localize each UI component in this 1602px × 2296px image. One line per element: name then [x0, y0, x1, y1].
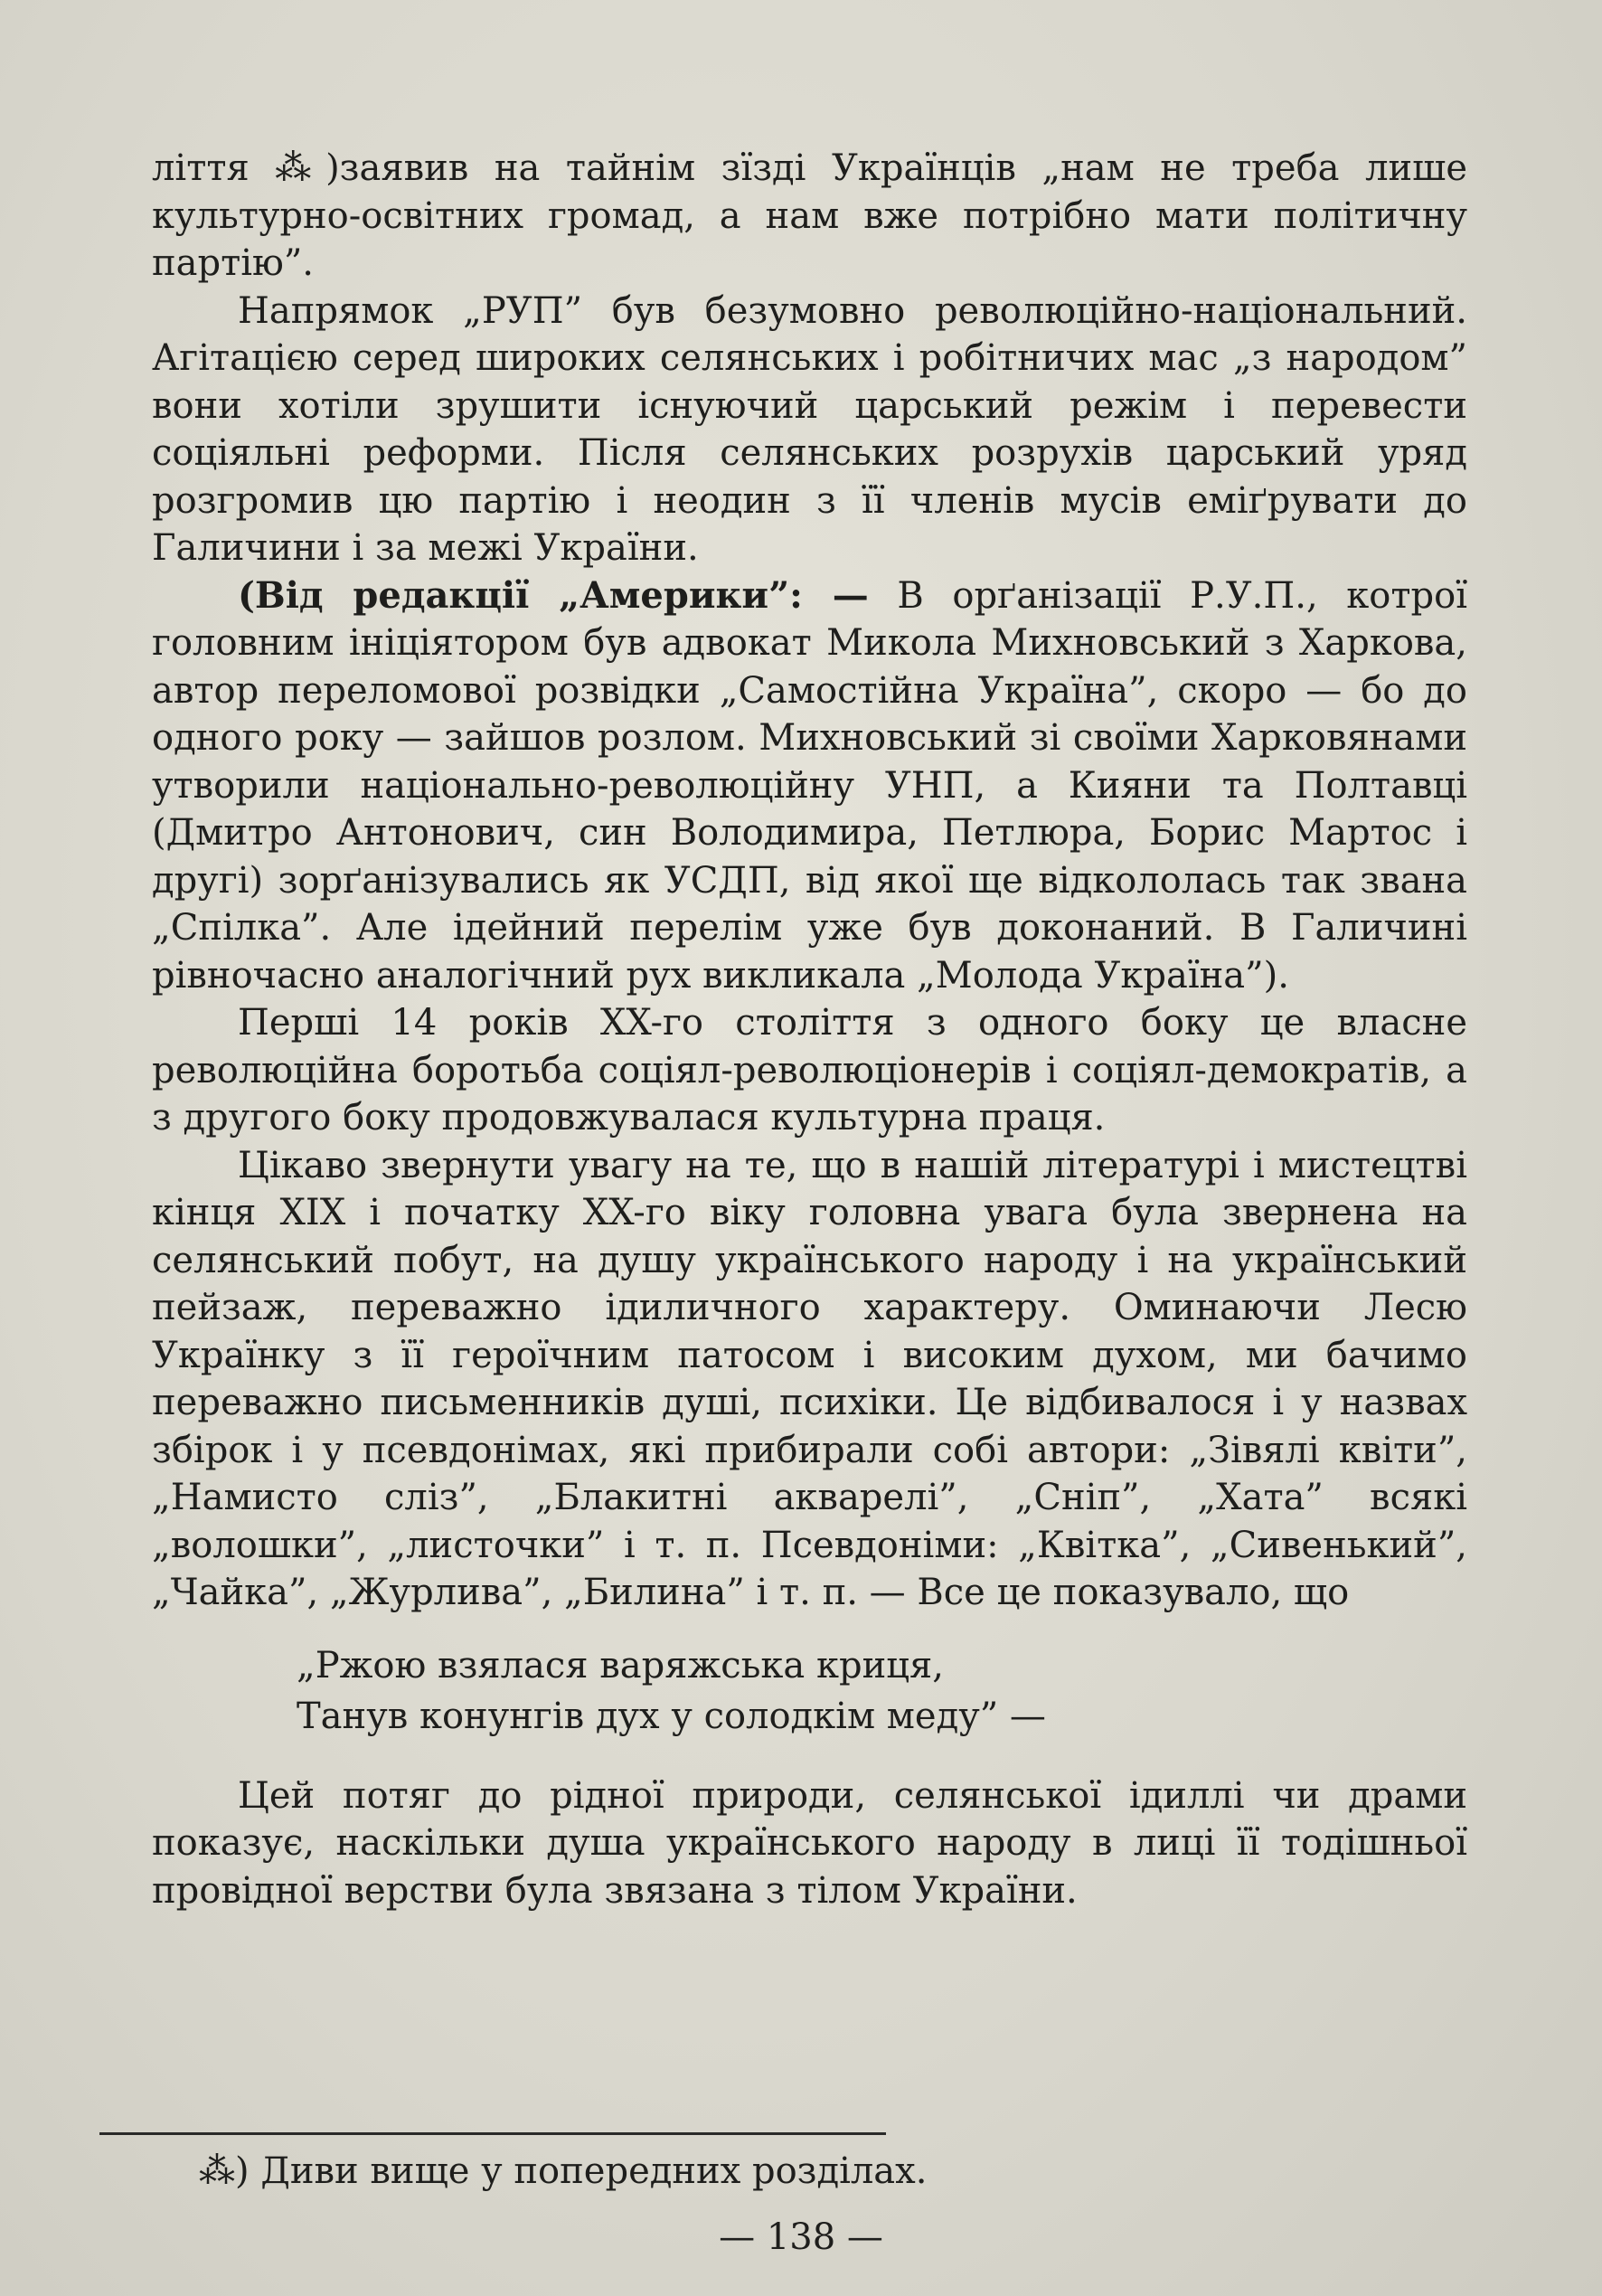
closing-paragraph: Цей потяг до рідної природи, селянської ідиллі чи драми показує, наскільки душа українського народу в лиці її тодішньої провідної верстви була звязана з тілом України.	[152, 1774, 1467, 1912]
main-text	[152, 145, 1467, 1914]
footnote-divider	[99, 2132, 886, 2135]
paragraph-1: ліття ⁂)заявив на тайнім зїзді Українців „нам не треба лише культурно-освітних громад, а нам вже потрібно мати політичну партію”.	[152, 147, 1467, 284]
editorial-note-text: В орґанізації Р.У.П., котрої головним ініціятором був адвокат Микола Михновський з Харкова, автор переломової розвідки „Самостійна Україна”, скоро — бо до одного року — зайшов розлом. Михновський зі своїми Харковянами утворили національно-революційну УНП, а Кияни та Полтавці (Дмитро Антонович, син Володимира, Петлюра, Борис Мартос і другі) зорґанізувались як УСДП, від якої ще відкололась так звана „Спілка”. Але ідейний перелім уже був доконаний. В Галичині рівночасно аналогічний рух викликала „Молода Україна”).	[152, 574, 1468, 997]
editorial-note-label: (Від редакції „Америки”: —	[238, 573, 869, 617]
verse-line-1: „Ржою взялася варяжська криця,	[297, 1644, 944, 1687]
page-number: — 138 —	[719, 2216, 883, 2258]
footnote: ⁂) Диви вище у попередних розділах.	[199, 2150, 928, 2192]
paragraph-2: Напрямок „РУП” був безумовно революційно-національний. Агітацією серед широких селянських і робітничих мас „з народом” вони хотіли зрушити існуючий царський режім і перевести соціяльні реформи. Після селянських розрухів царський уряд розгромив цю партію і неодин з її членів мусів еміґрувати до Галичини і за межі України.	[152, 289, 1467, 569]
paragraph-4: Перші 14 років XX-го століття з одного боку це власне революційна боротьба соціял-революціонерів і соціял-демократів, а з другого боку продовжувалася культурна праця.	[152, 1002, 1467, 1139]
verse-line-2: Танув конунгів дух у солодкім меду” —	[297, 1695, 1046, 1737]
paragraph-3	[152, 572, 1467, 1000]
verse-quote	[297, 1640, 1467, 1742]
paragraph-5: Цікаво звернути увагу на те, що в нашій літературі і мистецтві кінця XIX і початку XX-го віку головна увага була звернена на селянський побут, на душу українського народу і на український пейзаж, переважно ідиличного характеру. Оминаючи Лесю Українку з її героїчним патосом і високим духом, ми бачимо переважно письменників душі, психіки. Це відбивалося і у назвах збірок і у псевдонімах, які прибирали собі автори: „Зівялі квіти”, „Намисто сліз”, „Блакитні акварелі”, „Сніп”, „Хата” всякі „волошки”, „листочки” і т. п. Псевдоніми: „Квітка”, „Сивенький”, „Чайка”, „Журлива”, „Билина” і т. п. — Все це показувало, що	[152, 1144, 1467, 1613]
